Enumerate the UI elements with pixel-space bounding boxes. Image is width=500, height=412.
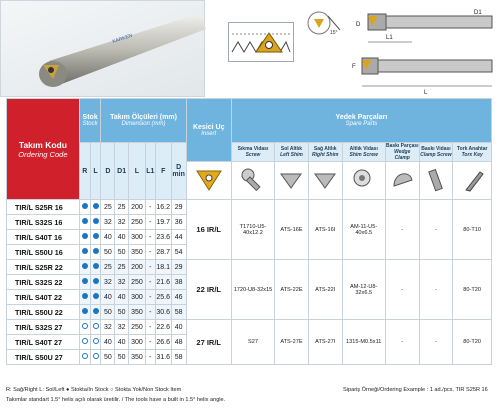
spare-tr: Yedek Parçaları	[335, 114, 388, 121]
side-view-diagram	[306, 10, 342, 36]
triangle-insert-icon	[194, 167, 224, 193]
dim-l-cell: 250	[129, 275, 146, 290]
stock-header	[79, 99, 101, 143]
in-stock-dot	[82, 248, 88, 254]
right-shim-icon	[311, 168, 339, 192]
dim-d-cell: 32	[101, 215, 115, 230]
dims-en: Dimension (mm)	[121, 121, 166, 127]
dim-l1-cell: -	[145, 230, 155, 245]
stock-r-cell	[79, 215, 90, 230]
insert-image	[186, 162, 231, 200]
table-row	[7, 200, 492, 215]
stock-l-cell	[90, 350, 101, 365]
dim-f-cell: 22.6	[155, 320, 171, 335]
stock-l-cell	[90, 275, 101, 290]
non-stock-dot	[82, 353, 88, 359]
shim-screw-image	[342, 162, 385, 200]
part-shim-screw: Altlık Vidası Shim Screw	[342, 143, 385, 162]
dim-dmin-cell: 58	[171, 350, 186, 365]
stock-r-cell	[79, 260, 90, 275]
stock-l-cell	[90, 290, 101, 305]
spare-key-cell: 80-T20	[453, 320, 492, 365]
dim-d-cell: 50	[101, 305, 115, 320]
brand-mark: KARKEN	[111, 32, 134, 45]
spare-shimscrew-cell: 1315-M0.5x11	[342, 320, 385, 365]
insert-code-cell: 27 IR/L	[186, 320, 231, 365]
dim-dmin-cell: 29	[171, 200, 186, 215]
dim-d-cell: 25	[101, 260, 115, 275]
dim-l1-cell: -	[145, 335, 155, 350]
table-row	[7, 320, 492, 335]
stock-r-cell	[79, 275, 90, 290]
l-label: L	[424, 90, 428, 96]
spare-key-cell: 80-T10	[453, 200, 492, 260]
col-r: R	[79, 143, 90, 200]
spare-shimscrew-cell: AM-12-U8-32x6.5	[342, 260, 385, 320]
dim-l1-cell: -	[145, 215, 155, 230]
dim-l-cell: 200	[129, 260, 146, 275]
spare-parts-header	[231, 99, 491, 143]
in-stock-dot	[93, 293, 99, 299]
insert-code-cell: 16 IR/L	[186, 200, 231, 260]
angle-label: 15°	[330, 30, 338, 36]
dim-f-cell: 23.6	[155, 230, 171, 245]
dim-f-cell: 25.6	[155, 290, 171, 305]
torx-key-icon	[458, 166, 486, 194]
dim-d1-cell: 40	[115, 335, 129, 350]
screw-icon	[239, 166, 267, 194]
clamp-screw-icon	[422, 166, 450, 194]
dim-l1-cell: -	[145, 350, 155, 365]
dim-dmin-cell: 38	[171, 275, 186, 290]
dim-l1-cell: -	[145, 245, 155, 260]
ordering-code-cell: TIR/L S50U 27	[7, 350, 80, 365]
in-stock-dot	[82, 203, 88, 209]
spare-clamp-cell: -	[419, 260, 453, 320]
stock-l-cell	[90, 320, 101, 335]
stock-r-cell	[79, 350, 90, 365]
dim-d1-cell: 32	[115, 215, 129, 230]
dim-dmin-cell: 44	[171, 230, 186, 245]
ordering-code-cell: TIR/L S50U 22	[7, 305, 80, 320]
wedge-image	[385, 162, 419, 200]
stock-l-cell	[90, 230, 101, 245]
table-row	[7, 260, 492, 275]
in-stock-dot	[93, 233, 99, 239]
part-left-shim: Sol Altlık Left Shim	[275, 143, 309, 162]
non-stock-dot	[82, 323, 88, 329]
part-clamp-screw: Baskı Vidası Clamp Screw	[419, 143, 453, 162]
dim-d-cell: 50	[101, 245, 115, 260]
stock-r-cell	[79, 200, 90, 215]
ordering-code-en: Ordering Code	[18, 149, 68, 159]
stock-r-cell	[79, 245, 90, 260]
legend-text: R: Sağ/Right L: Sol/Left ● Stokta/In Stock ○ Stokta Yok/Non Stock Item	[6, 387, 182, 393]
spare-lshim-cell: ATS-16E	[275, 200, 309, 260]
in-stock-dot	[82, 233, 88, 239]
dim-l-cell: 350	[129, 245, 146, 260]
dim-f-cell: 30.6	[155, 305, 171, 320]
col-length: L	[129, 143, 146, 200]
in-stock-dot	[82, 293, 88, 299]
dim-l1-cell: -	[145, 305, 155, 320]
dim-f-cell: 18.1	[155, 260, 171, 275]
spare-clamp-cell: -	[419, 320, 453, 365]
dim-d1-cell: 50	[115, 305, 129, 320]
col-l: L	[90, 143, 101, 200]
left-shim-icon	[277, 168, 305, 192]
dim-d1-cell: 25	[115, 200, 129, 215]
boring-bar-image	[1, 1, 206, 98]
spare-screw-cell: T1710-U5-40x12.2	[231, 200, 274, 260]
spare-wedge-cell: -	[385, 200, 419, 260]
ordering-code-cell: TIR/L S40T 27	[7, 335, 80, 350]
in-stock-dot	[93, 203, 99, 209]
spare-wedge-cell: -	[385, 320, 419, 365]
part-right-shim: Sağ Altlık Right Shim	[308, 143, 342, 162]
ordering-code-cell: TIR/L S25R 22	[7, 260, 80, 275]
dim-d1-cell: 25	[115, 260, 129, 275]
dim-f-cell: 28.7	[155, 245, 171, 260]
screw-image	[231, 162, 274, 200]
tool-top-view-diagram	[352, 4, 496, 50]
col-d: D	[101, 143, 115, 200]
col-l1: L1	[145, 143, 155, 200]
product-rows	[7, 200, 492, 365]
dim-l-cell: 350	[129, 350, 146, 365]
stock-r-cell	[79, 320, 90, 335]
stock-l-cell	[90, 245, 101, 260]
dim-d-cell: 40	[101, 335, 115, 350]
stock-tr: Stok	[82, 114, 98, 121]
ordering-code-cell: TIR/L S50U 16	[7, 245, 80, 260]
left-shim-image	[275, 162, 309, 200]
insert-header	[186, 99, 231, 162]
dim-l-cell: 250	[129, 215, 146, 230]
dims-tr: Takım Ölçüleri (mm)	[110, 114, 177, 121]
dim-f-cell: 16.2	[155, 200, 171, 215]
part-screw: Sıkma Vidası Screw	[231, 143, 274, 162]
spare-screw-cell: S27	[231, 320, 274, 365]
in-stock-dot	[82, 308, 88, 314]
spare-en: Spare Parts	[345, 121, 378, 127]
dim-dmin-cell: 58	[171, 305, 186, 320]
product-photo	[0, 0, 205, 97]
in-stock-dot	[93, 248, 99, 254]
insert-en: Insert	[201, 130, 217, 137]
spare-shimscrew-cell: AM-11-U5-40x6.5	[342, 200, 385, 260]
ordering-code-cell: TIR/L S40T 22	[7, 290, 80, 305]
tool-side-view-diagram	[348, 52, 496, 96]
clamp-screw-image	[419, 162, 453, 200]
l1-label: L1	[386, 35, 393, 41]
dim-f-cell: 26.6	[155, 335, 171, 350]
dim-d1-cell: 50	[115, 350, 129, 365]
dim-dmin-cell: 46	[171, 290, 186, 305]
shim-screw-icon	[350, 166, 378, 194]
insert-tr: Kesici Uç	[192, 123, 225, 131]
dim-d1-cell: 50	[115, 245, 129, 260]
dim-dmin-cell: 40	[171, 320, 186, 335]
dim-d-cell: 25	[101, 200, 115, 215]
part-wedge: Baskı Parçası Wedge Clamp	[385, 143, 419, 161]
in-stock-dot	[93, 218, 99, 224]
dim-f-cell: 21.6	[155, 275, 171, 290]
ordering-code-tr: Takım Kodu	[18, 139, 67, 150]
d-label: D	[356, 22, 361, 28]
in-stock-dot	[93, 263, 99, 269]
dim-l-cell: 300	[129, 290, 146, 305]
ordering-code-cell: TIR/L S40T 16	[7, 230, 80, 245]
insert-thread-icon	[252, 30, 286, 56]
product-table	[6, 98, 492, 365]
col-d1: D1	[115, 143, 129, 200]
dim-dmin-cell: 54	[171, 245, 186, 260]
in-stock-dot	[82, 263, 88, 269]
ordering-example: Sipariş Örneği/Ordering Example : 1 ad./pcs. TIR S25R 16	[343, 387, 488, 393]
stock-l-cell	[90, 335, 101, 350]
dim-d-cell: 40	[101, 230, 115, 245]
dim-dmin-cell: 48	[171, 335, 186, 350]
dim-d-cell: 40	[101, 290, 115, 305]
ordering-code-cell: TIR/L S25R 16	[7, 200, 80, 215]
dim-l1-cell: -	[145, 290, 155, 305]
non-stock-dot	[93, 353, 99, 359]
dim-l-cell: 300	[129, 230, 146, 245]
dim-l1-cell: -	[145, 260, 155, 275]
dim-d1-cell: 32	[115, 320, 129, 335]
f-label: F	[352, 64, 356, 70]
dim-l1-cell: -	[145, 200, 155, 215]
in-stock-dot	[82, 218, 88, 224]
stock-en: Stock	[82, 121, 98, 127]
helix-note: Takımlar standart 1.5° helis açılı olarak üretilir. / The tools have a built in 1.5° helix angle.	[6, 397, 226, 403]
dim-l-cell: 200	[129, 200, 146, 215]
spare-rshim-cell: ATS-22I	[308, 260, 342, 320]
dim-l1-cell: -	[145, 320, 155, 335]
dim-dmin-cell: 36	[171, 215, 186, 230]
ordering-code-cell: TIR/L S32S 16	[7, 215, 80, 230]
dim-d-cell: 32	[101, 320, 115, 335]
dim-dmin-cell: 29	[171, 260, 186, 275]
dim-d1-cell: 40	[115, 230, 129, 245]
dim-d1-cell: 32	[115, 275, 129, 290]
dim-l-cell: 300	[129, 335, 146, 350]
stock-r-cell	[79, 305, 90, 320]
stock-l-cell	[90, 215, 101, 230]
non-stock-dot	[82, 338, 88, 344]
d1-label: D1	[474, 10, 482, 16]
stock-l-cell	[90, 305, 101, 320]
stock-r-cell	[79, 230, 90, 245]
ordering-code-cell: TIR/L S32S 27	[7, 320, 80, 335]
stock-r-cell	[79, 290, 90, 305]
dim-d-cell: 32	[101, 275, 115, 290]
spare-screw-cell: 1720-U8-32x15	[231, 260, 274, 320]
dim-l1-cell: -	[145, 275, 155, 290]
dim-f-cell: 31.6	[155, 350, 171, 365]
in-stock-dot	[93, 278, 99, 284]
spare-rshim-cell: ATS-16I	[308, 200, 342, 260]
in-stock-dot	[93, 308, 99, 314]
spare-lshim-cell: ATS-27E	[275, 320, 309, 365]
non-stock-dot	[93, 323, 99, 329]
insert-code-cell: 22 IR/L	[186, 260, 231, 320]
in-stock-dot	[82, 278, 88, 284]
dim-d1-cell: 40	[115, 290, 129, 305]
spare-clamp-cell: -	[419, 200, 453, 260]
spare-key-cell: 80-T20	[453, 260, 492, 320]
stock-r-cell	[79, 335, 90, 350]
ordering-code-header	[7, 99, 80, 200]
dim-l-cell: 350	[129, 305, 146, 320]
dim-l-cell: 250	[129, 320, 146, 335]
spare-lshim-cell: ATS-22E	[275, 260, 309, 320]
part-torx-key: Tork Anahtar Torx Key	[453, 143, 492, 162]
torx-key-image	[453, 162, 492, 200]
dimensions-header	[101, 99, 186, 143]
stock-l-cell	[90, 200, 101, 215]
col-f: F	[155, 143, 171, 200]
col-dmin: D min	[171, 143, 186, 200]
right-shim-image	[308, 162, 342, 200]
spare-rshim-cell: ATS-27I	[308, 320, 342, 365]
spare-wedge-cell: -	[385, 260, 419, 320]
dim-f-cell: 19.7	[155, 215, 171, 230]
ordering-code-cell: TIR/L S32S 22	[7, 275, 80, 290]
dim-d-cell: 50	[101, 350, 115, 365]
wedge-icon	[388, 166, 416, 194]
non-stock-dot	[93, 338, 99, 344]
stock-l-cell	[90, 260, 101, 275]
